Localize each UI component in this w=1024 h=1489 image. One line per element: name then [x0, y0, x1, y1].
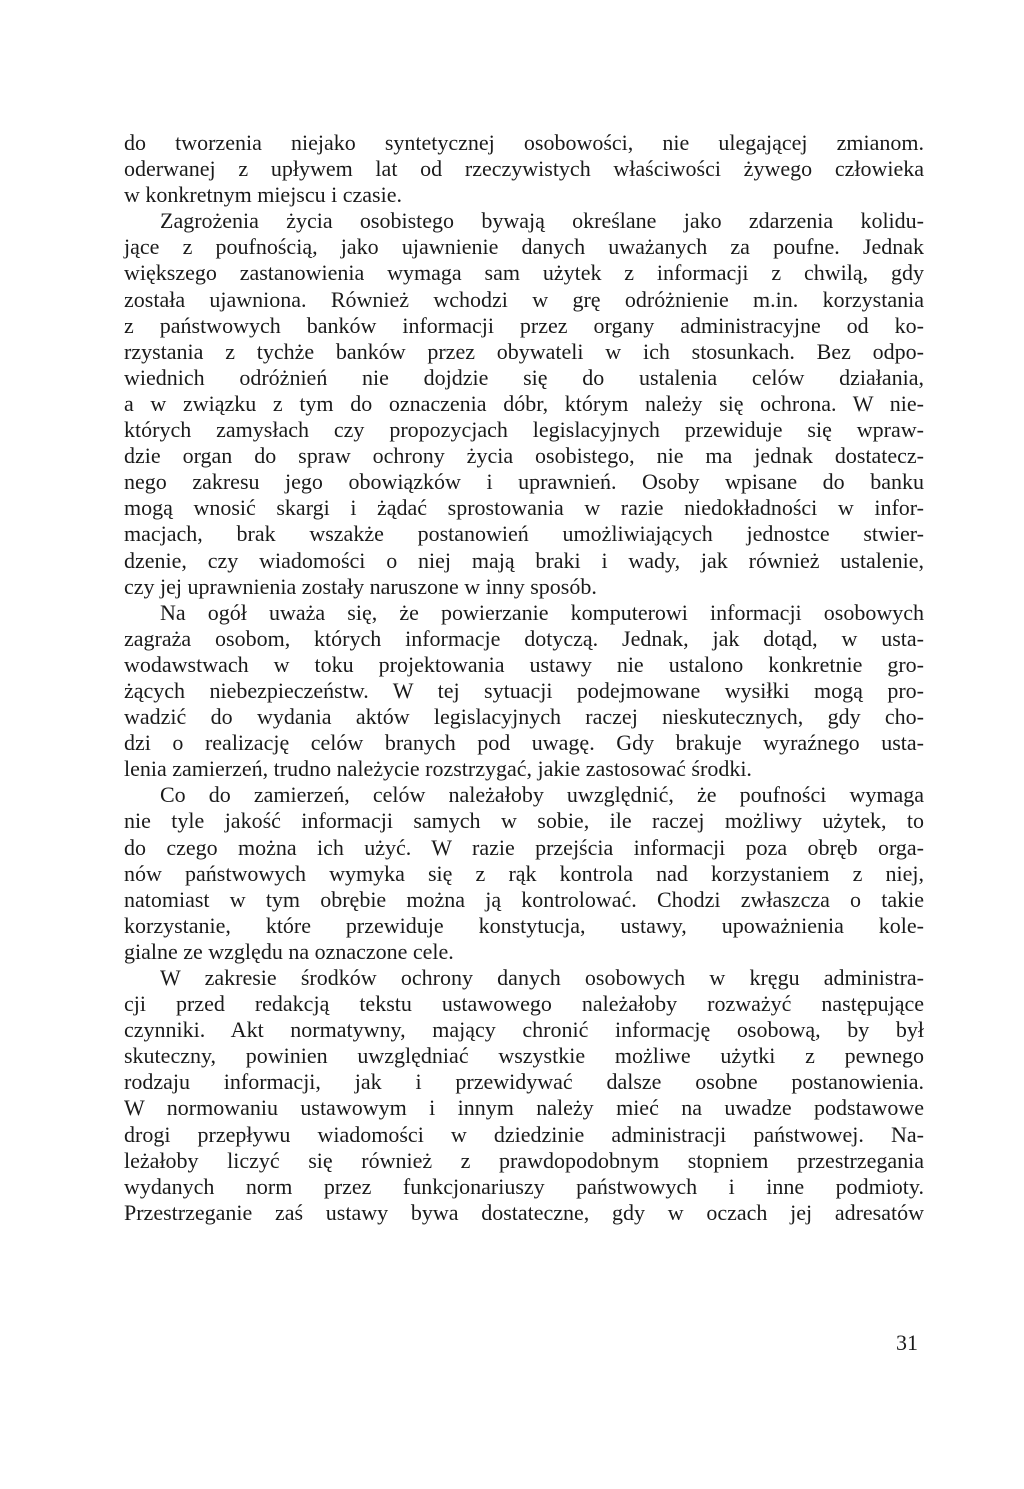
- text-line: Przestrzeganie zaś ustawy bywa dostateczne, gdy w oczach jej adresatów: [124, 1199, 924, 1225]
- text-line: Zagrożenia życia osobistego bywają określane jako zdarzenia kolidu-: [160, 208, 924, 234]
- text-line: wydanych norm przez funkcjonariuszy państwowych i inne podmioty.: [124, 1173, 924, 1199]
- text-line: wiednich odróżnień nie dojdzie się do ustalenia celów działania,: [124, 364, 924, 390]
- text-line: rodzaju informacji, jak i przewidywać dalsze osobne postanowienia.: [124, 1069, 924, 1095]
- text-line: których zamysłach czy propozycjach legislacyjnych przewiduje się wpraw-: [124, 417, 924, 443]
- text-line: Co do zamierzeń, celów należałoby uwzględnić, że poufności wymaga: [160, 782, 924, 808]
- text-line: nego zakresu jego obowiązków i uprawnień. Osoby wpisane do banku: [124, 469, 924, 495]
- text-line: nów państwowych wymyka się z rąk kontrola nad korzystaniem z niej,: [124, 860, 924, 886]
- text-line: większego zastanowienia wymaga sam użytek z informacji z chwilą, gdy: [124, 260, 924, 286]
- text-line: do czego można ich użyć. W razie przejścia informacji poza obręb orga-: [124, 834, 924, 860]
- text-line: wadzić do wydania aktów legislacyjnych raczej nieskutecznych, gdy cho-: [124, 704, 924, 730]
- text-line: czynniki. Akt normatywny, mający chronić informację osobową, by był: [124, 1017, 924, 1043]
- text-line: z państwowych banków informacji przez organy administracyjne od ko-: [124, 312, 924, 338]
- text-line: oderwanej z upływem lat od rzeczywistych właściwości żywego człowieka: [124, 156, 924, 182]
- text-line: jące z poufnością, jako ujawnienie danych uważanych za poufne. Jednak: [124, 234, 924, 260]
- text-line: cji przed redakcją tekstu ustawowego należałoby rozważyć następujące: [124, 991, 924, 1017]
- text-line: do tworzenia niejako syntetycznej osobowości, nie ulegającej zmianom.: [124, 130, 924, 155]
- text-line: natomiast w tym obrębie można ją kontrolować. Chodzi zwłaszcza o takie: [124, 886, 924, 912]
- text-line: W zakresie środków ochrony danych osobowych w kręgu administra-: [160, 965, 924, 990]
- text-line: zagraża osobom, których informacje dotyczą. Jednak, jak dotąd, w usta-: [124, 625, 924, 651]
- text-line: nie tyle jakość informacji samych w sobie, ile raczej możliwy użytek, to: [124, 808, 924, 834]
- book-page: [124, 130, 924, 1360]
- text-line: żących niebezpieczeństw. W tej sytuacji podejmowane wysiłki mogą pro-: [124, 677, 924, 703]
- body-text: [124, 130, 924, 1226]
- text-line: leżałoby liczyć się również z prawdopodobnym stopniem przestrzegania: [124, 1147, 924, 1173]
- text-line: dzie organ do spraw ochrony życia osobistego, nie ma jednak dostatecz-: [124, 443, 924, 469]
- text-line: mogą wnosić skargi i żądać sprostowania w razie niedokładności w infor-: [124, 495, 924, 521]
- text-line: dzi o realizację celów branych pod uwagę. Gdy brakuje wyraźnego usta-: [124, 730, 924, 756]
- text-line: lenia zamierzeń, trudno należycie rozstrzygać, jakie zastosować środki.: [124, 756, 752, 782]
- text-line: rzystania z tychże banków przez obywateli w ich stosunkach. Bez odpo-: [124, 338, 924, 364]
- text-line: wodawstwach w toku projektowania ustawy nie ustalono konkretnie gro-: [124, 651, 924, 677]
- text-line: została ujawniona. Również wchodzi w grę odróżnienie m.in. korzystania: [124, 286, 924, 312]
- text-line: dzenie, czy wiadomości o niej mają braki i wady, jak również ustalenie,: [124, 547, 924, 573]
- text-line: w konkretnym miejscu i czasie.: [124, 182, 402, 208]
- text-line: gialne ze względu na oznaczone cele.: [124, 938, 454, 964]
- page-number: 31: [896, 1330, 918, 1355]
- text-line: a w związku z tym do oznaczenia dóbr, którym należy się ochrona. W nie-: [124, 390, 924, 416]
- text-line: W normowaniu ustawowym i innym należy mieć na uwadze podstawowe: [124, 1095, 924, 1121]
- text-line: korzystanie, które przewiduje konstytucja, ustawy, upoważnienia kole-: [124, 912, 924, 938]
- text-line: macjach, brak wszakże postanowień umożliwiających jednostce stwier-: [124, 521, 924, 547]
- text-line: skuteczny, powinien uwzględniać wszystkie możliwe użytki z pewnego: [124, 1043, 924, 1069]
- text-line: czy jej uprawnienia zostały naruszone w inny sposób.: [124, 573, 597, 599]
- text-line: Na ogół uważa się, że powierzanie komputerowi informacji osobowych: [160, 599, 924, 625]
- text-line: drogi przepływu wiadomości w dziedzinie administracji państwowej. Na-: [124, 1121, 924, 1147]
